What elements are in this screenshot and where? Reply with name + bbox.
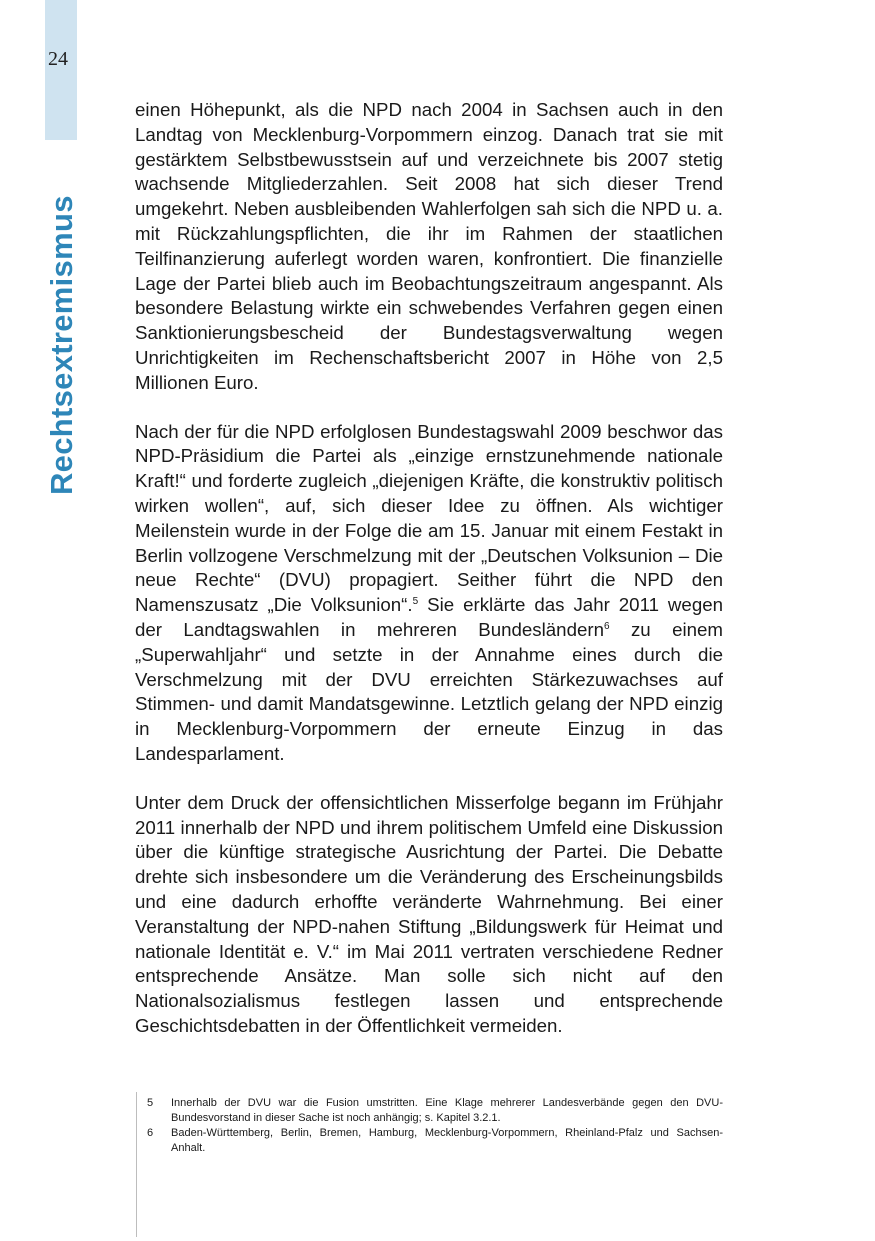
- footnote-number: 5: [147, 1097, 154, 1109]
- body-text: [135, 98, 723, 1063]
- paragraph-2-part-3: zu einem „Superwahljahr“ und setzte in der Annahme eines durch die Verschmelzung mit der DVU erreichten Stärkezuwachses auf Stimmen- und damit Mandatsgewinne. Letztlich gelang der NPD einzig in Mecklenburg-Vorpommern der erneute Einzug in das Landesparlament.: [135, 618, 723, 764]
- footnotes: [147, 1096, 723, 1156]
- footnote-ref-6[interactable]: 6: [603, 620, 610, 632]
- page-number: 24: [48, 48, 68, 70]
- paragraph-3: Unter dem Druck der offensichtlichen Misserfolge begann im Frühjahr 2011 innerhalb der NPD und ihrem politischem Umfeld eine Diskussion über die künftige strategische Ausrichtung der Partei. Die Debatte drehte sich insbesondere um die Veränderung des Erscheinungsbilds und eine dadurch erhoffte veränderte Wahrnehmung. Bei einer Veranstaltung der NPD-nahen Stiftung „Bildungswerk für Heimat und nationale Identität e. V.“ im Mai 2011 vertraten verschiedene Redner entsprechende Ansätze. Man solle sich nicht auf den Nationalsozialismus festlegen lassen und entsprechende Geschichtsdebatten in der Öffentlichkeit vermeiden.: [135, 791, 723, 1036]
- paragraph-2-part-1: Nach der für die NPD erfolglosen Bundestagswahl 2009 beschwor das NPD-Präsidium die Partei als „einzige ernstzunehmende nationale Kraft!“ und forderte zugleich „diejenigen Kräfte, die konstruktiv politisch wirken wollen“, auf, sich dieser Idee zu öffnen. Als wichtiger Meilenstein wurde in der Folge die am 15. Januar mit einem Festakt in Berlin vollzogene Verschmelzung mit der „Deutschen Volksunion – Die neue Rechte“ (DVU) propagiert. Seither führt die NPD den Namenszusatz „Die Volksunion“.: [135, 420, 723, 616]
- footnote-text: Baden-Württemberg, Berlin, Bremen, Hamburg, Mecklenburg-Vorpommern, Rheinland-Pfalz und Sachsen-Anhalt.: [171, 1127, 723, 1154]
- footnote-number: 6: [147, 1127, 154, 1139]
- section-title: Rechtsextremismus: [44, 195, 79, 495]
- footnote-divider: [136, 1092, 137, 1237]
- footnote-5: [147, 1096, 723, 1126]
- paragraph-2-part-2: Sie erklärte das Jahr 2011 wegen der Landtagswahlen in mehreren Bundesländern: [135, 594, 723, 640]
- footnote-6: [147, 1126, 723, 1156]
- footnote-text: Innerhalb der DVU war die Fusion umstritten. Eine Klage mehrerer Landesverbände gegen den DVU-Bundesvorstand in dieser Sache ist noch anhängig; s. Kapitel 3.2.1.: [171, 1097, 723, 1124]
- footnote-ref-5[interactable]: 5: [412, 595, 419, 607]
- paragraph-2: [135, 420, 723, 767]
- paragraph-1: einen Höhepunkt, als die NPD nach 2004 in Sachsen auch in den Landtag von Mecklenburg-Vorpommern einzog. Danach trat sie mit gestärktem Selbstbewusstsein auf und verzeichnete bis 2007 stetig wachsende Mitgliederzahlen. Seit 2008 hat sich dieser Trend umgekehrt. Neben ausbleibenden Wahlerfolgen sah sich die NPD u. a. mit Rückzahlungspflichten, die ihr im Rahmen der staatlichen Teilfinanzierung auferlegt worden waren, konfrontiert. Die finanzielle Lage der Partei blieb auch im Beobachtungszeitraum angespannt. Als besondere Belastung wirkte ein schwebendes Verfahren gegen einen Sanktionierungsbescheid der Bundestagsverwaltung wegen Unrichtigkeiten im Rechenschaftsbericht 2007 in Höhe von 2,5 Millionen Euro.: [135, 99, 723, 393]
